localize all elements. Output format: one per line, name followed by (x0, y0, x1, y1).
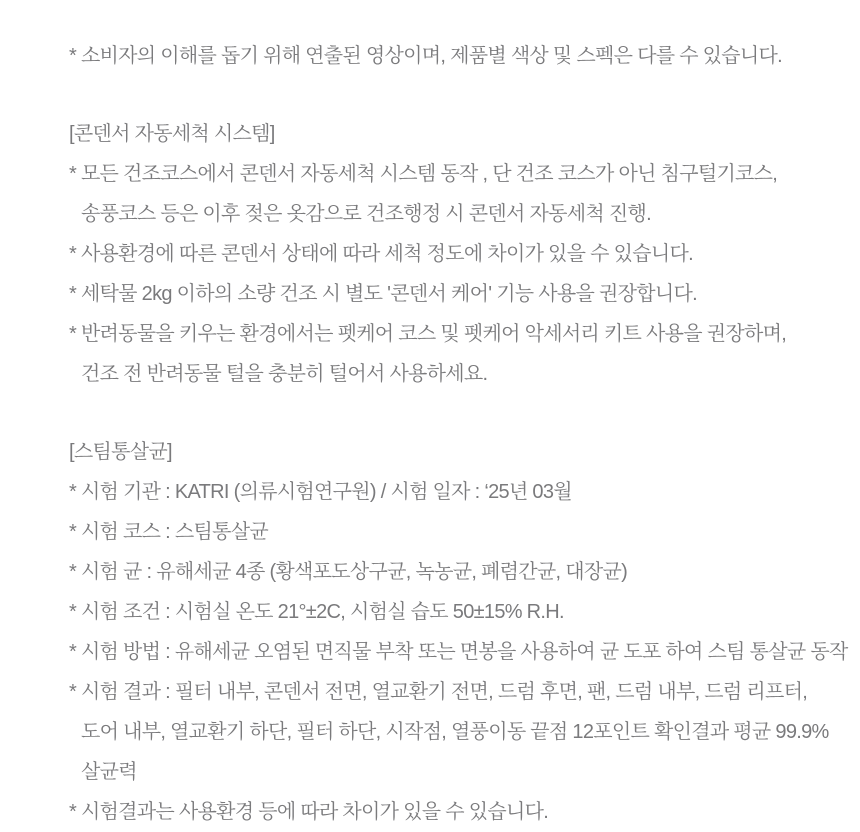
condenser-note-line: * 사용환경에 따른 콘덴서 상태에 따라 세척 정도에 차이가 있을 수 있습니다. (69, 243, 693, 265)
steam-test-result-line-continuation: 살균력 (81, 761, 137, 783)
steam-test-result-line: * 시험 결과 : 필터 내부, 콘덴서 전면, 열교환기 전면, 드럼 후면, 팬, 드럼 내부, 드럼 리프터, (69, 681, 808, 703)
steam-test-bacteria-line: * 시험 균 : 유해세균 4종 (황색포도상구균, 녹농균, 폐렴간균, 대장균) (69, 561, 628, 583)
steam-test-course-line: * 시험 코스 : 스팀통살균 (69, 521, 268, 543)
steam-test-agency-line: * 시험 기관 : KATRI (의류시험연구원) / 시험 일자 : ‘25년 03월 (69, 481, 572, 503)
steam-test-result-line-continuation: 도어 내부, 열교환기 하단, 필터 하단, 시작점, 열풍이동 끝점 12포인트 확인결과 평균 99.9% (81, 721, 829, 743)
condenser-note-line: * 반려동물을 키우는 환경에서는 펫케어 코스 및 펫케어 악세서리 키트 사용을 권장하며, (69, 323, 787, 345)
condenser-note-line: * 세탁물 2kg 이하의 소량 건조 시 별도 '콘덴서 케어' 기능 사용을 권장합니다. (69, 283, 697, 305)
condenser-note-line-continuation: 건조 전 반려동물 털을 충분히 털어서 사용하세요. (81, 363, 488, 385)
steam-test-disclaimer-line: * 시험결과는 사용환경 등에 따라 차이가 있을 수 있습니다. (69, 801, 549, 823)
steam-test-method-line: * 시험 방법 : 유해세균 오염된 면직물 부착 또는 면봉을 사용하여 균 도포 하여 스팀 통살균 동작 (69, 641, 848, 663)
section-title-condenser-autoclean: [콘덴서 자동세척 시스템] (69, 123, 275, 145)
section-title-steam-sterilization: [스팀통살균] (69, 441, 172, 463)
condenser-note-line-continuation: 송풍코스 등은 이후 젖은 옷감으로 건조행정 시 콘덴서 자동세척 진행. (81, 203, 651, 225)
condenser-note-line: * 모든 건조코스에서 콘덴서 자동세척 시스템 동작 , 단 건조 코스가 아닌 침구털기코스, (69, 163, 778, 185)
top-disclaimer-text: * 소비자의 이해를 돕기 위해 연출된 영상이며, 제품별 색상 및 스펙은 다를 수 있습니다. (69, 45, 783, 67)
steam-test-condition-line: * 시험 조건 : 시험실 온도 21°±2C, 시험실 습도 50±15% R.H. (69, 601, 564, 623)
